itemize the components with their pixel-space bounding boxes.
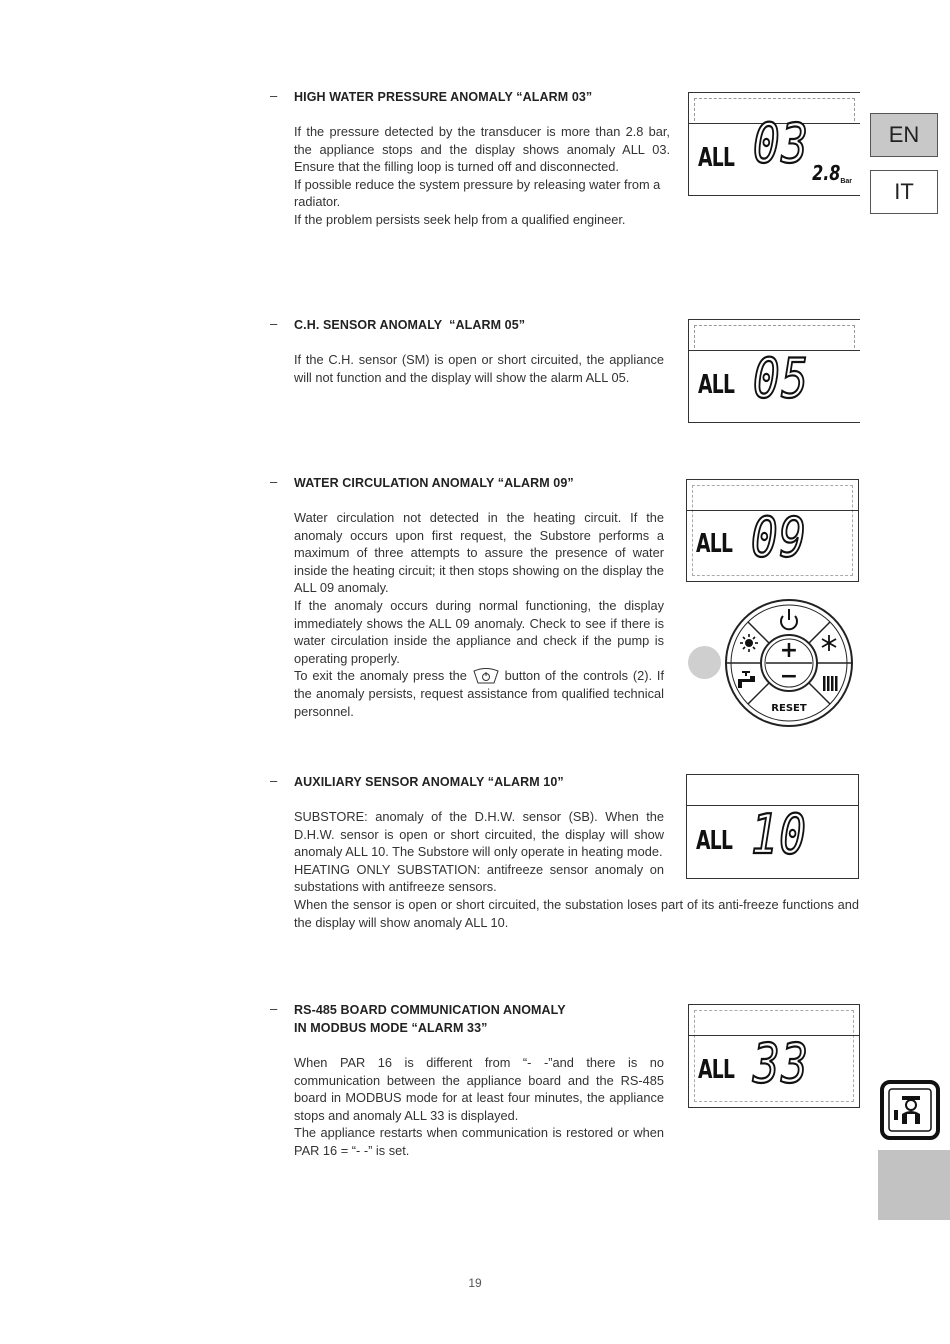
list-dash: – [270, 88, 278, 103]
section-heading: WATER CIRCULATION ANOMALY “ALARM 09” [294, 476, 574, 490]
list-dash: – [270, 316, 278, 331]
paragraph: If the pressure detected by the transducer is more than 2.8 bar, the appliance stops and the display shows anomaly ALL 03. Ensure that the filling loop is turned off and disconnected. [294, 124, 670, 175]
section-heading: C.H. SENSOR ANOMALY “ALARM 05” [294, 318, 526, 332]
lcd-display-alarm-33 [688, 1004, 860, 1108]
reset-button[interactable] [771, 703, 807, 714]
language-tab-en[interactable]: EN [870, 113, 938, 157]
lcd-display-alarm-05 [688, 319, 860, 423]
lcd-code: 33 [753, 1032, 810, 1095]
page-number: 19 [468, 1276, 482, 1290]
paragraph: The appliance restarts when communication is restored or when PAR 16 = “- -” is set. [294, 1125, 664, 1158]
lcd-pressure-unit: Bar [840, 178, 852, 185]
paragraph: If possible reduce the system pressure by releasing water from a radiator. [294, 176, 661, 210]
lcd-display-alarm-10 [686, 774, 859, 879]
section-alarm-10 [270, 773, 859, 931]
section-heading-line1: RS-485 BOARD COMMUNICATION ANOMALY [294, 1003, 566, 1017]
svg-text:−: − [779, 664, 799, 689]
section-body [294, 123, 670, 229]
paragraph-wide: When the sensor is open or short circuited, the substation loses part of its anti-freeze functions and the display will show anomaly ALL 10. [294, 896, 859, 930]
svg-text:RESET: RESET [771, 703, 807, 714]
exit-text-before: To exit the anomaly press the [294, 668, 467, 684]
paragraph: SUBSTORE: anomaly of the D.H.W. sensor (SB). When the D.H.W. sensor is open or short circuited, the display will show anomaly ALL 10. The Substore will only operate in heating mode. [294, 809, 664, 860]
section-heading: AUXILIARY SENSOR ANOMALY “ALARM 10” [294, 775, 564, 789]
list-dash: – [270, 1001, 278, 1016]
section-alarm-09 [270, 474, 670, 720]
list-dash: – [270, 474, 278, 489]
list-dash: – [270, 773, 278, 788]
lcd-pressure-value: 2.8 [811, 161, 840, 185]
plus-button[interactable] [780, 638, 798, 663]
section-body [294, 509, 664, 720]
section-body [294, 1054, 664, 1160]
lcd-code: 03 [753, 112, 810, 175]
section-body [294, 808, 859, 931]
paragraph: If the problem persists seek help from a qualified engineer. [294, 211, 626, 227]
section-body [294, 351, 664, 386]
lcd-display-alarm-03 [688, 92, 860, 196]
side-grey-block [878, 1150, 950, 1220]
language-tab-it[interactable]: IT [870, 170, 938, 214]
control-panel [722, 598, 856, 728]
minus-button[interactable] [780, 664, 798, 689]
section-alarm-03 [270, 88, 670, 229]
exit-text-after: button of the controls (2). If the anomaly persists, request assistance from qualified technical personnel. [294, 668, 665, 719]
technician-icon [880, 1080, 940, 1140]
lcd-all-label: ALL [696, 529, 733, 559]
svg-text:+: + [779, 638, 799, 663]
paragraph: Water circulation not detected in the heating circuit. If the anomaly occurs upon first request, the Substore performs a maximum of three attempts to assure the presence of water inside the heating circuit; it then stops showing on the display the ALL 09 anomaly. [294, 510, 664, 596]
paragraph: If the anomaly occurs during normal functioning, the display immediately shows the ALL 09 anomaly. Check to see if there is water circulation inside the appliance and check if the pump is operating properly. [294, 597, 664, 666]
section-alarm-05 [270, 316, 670, 386]
power-button-icon [472, 668, 500, 684]
callout-marker [688, 646, 721, 679]
section-heading-line2: IN MODBUS MODE “ALARM 33” [294, 1021, 488, 1035]
lcd-top-area [694, 325, 855, 348]
paragraph [294, 667, 664, 720]
section-heading: HIGH WATER PRESSURE ANOMALY “ALARM 03” [294, 90, 593, 104]
paragraph: If the C.H. sensor (SM) is open or short circuited, the appliance will not function and the display will show the alarm ALL 05. [294, 352, 664, 385]
lcd-all-label: ALL [698, 370, 735, 400]
lcd-code: 05 [753, 347, 810, 410]
paragraph: When PAR 16 is different from “- -”and there is no communication between the appliance board and the RS-485 board in MODBUS mode for at least four minutes, the appliance stops and anomaly ALL 33 is displayed. [294, 1055, 664, 1123]
lcd-top-area [692, 780, 853, 802]
lcd-all-label: ALL [696, 826, 733, 856]
lcd-code: 09 [751, 506, 808, 569]
lcd-code: 10 [751, 803, 808, 866]
lcd-display-alarm-09 [686, 479, 859, 582]
lcd-all-label: ALL [698, 143, 735, 173]
paragraph: HEATING ONLY SUBSTATION: antifreeze sensor anomaly on substations with antifreeze sensors. [294, 861, 664, 895]
lcd-all-label: ALL [698, 1055, 735, 1085]
section-alarm-33 [270, 1001, 670, 1160]
